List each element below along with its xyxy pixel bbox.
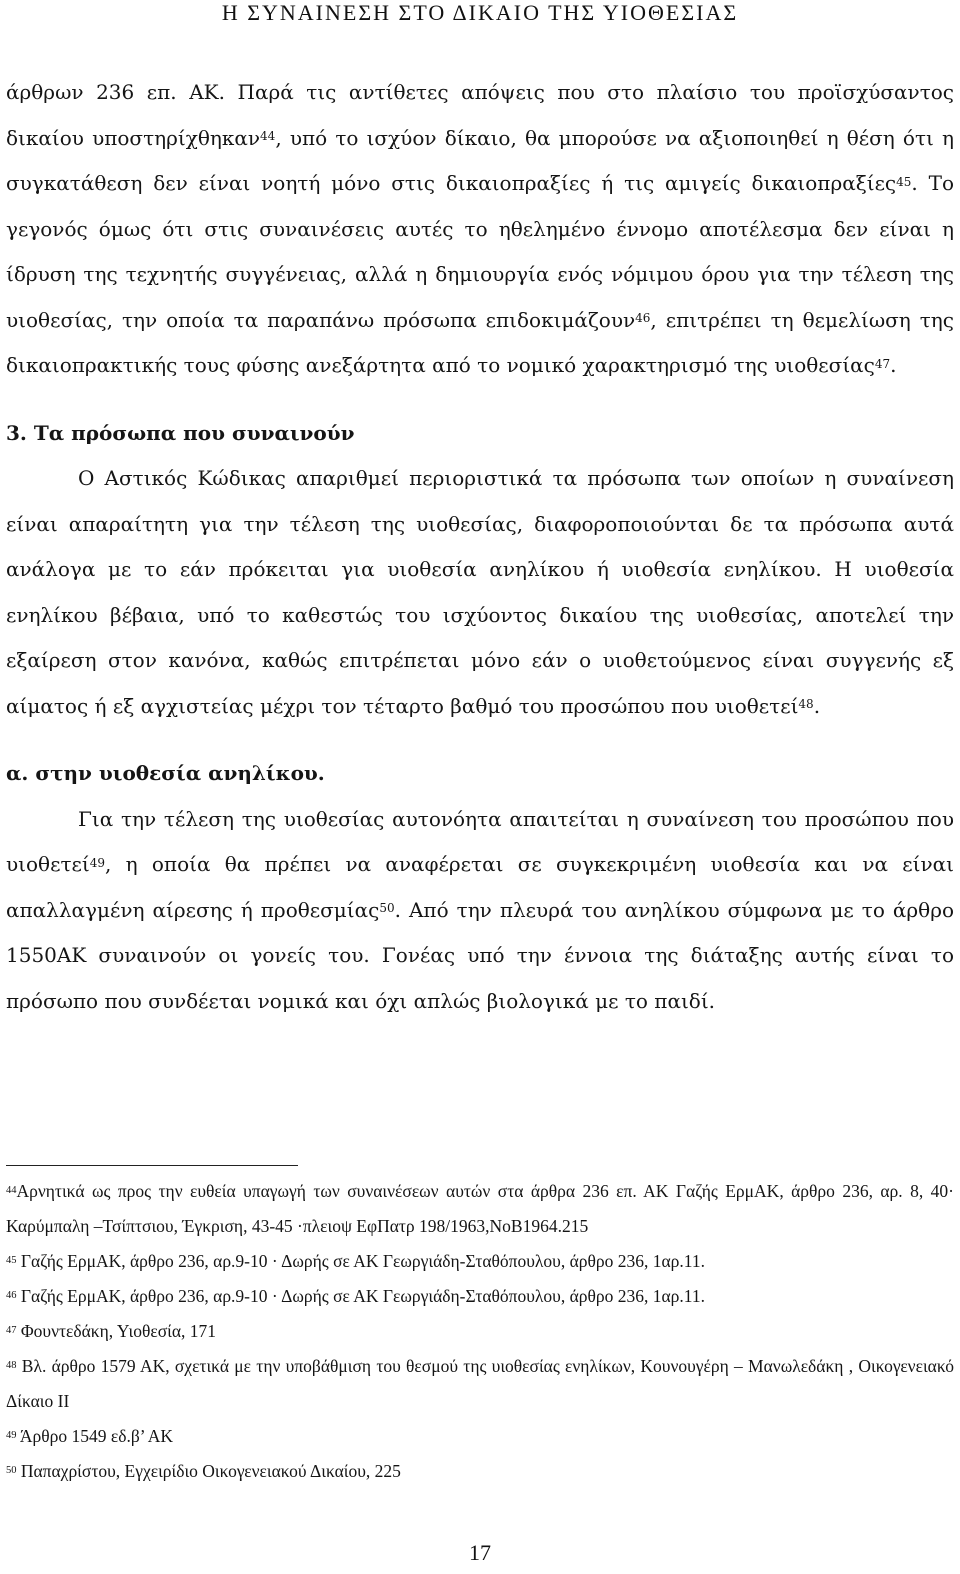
page-number: 17 <box>469 1540 491 1565</box>
footnote-text: Γαζής ΕρμΑΚ, άρθρο 236, αρ.9-10 · Δωρής σε ΑΚ Γεωργιάδη-Σταθόπουλου, άρθρο 236, 1αρ.11. <box>20 1251 705 1271</box>
main-text <box>6 70 954 1024</box>
footnote-text: Αρνητικά ως προς την ευθεία υπαγωγή των συναινέσεων αυτών στα άρθρα 236 επ. ΑΚ Γαζής ΕρμΑΚ, άρθρο 236, αρ. 8, 40· Καρύμπαλη –Τσίπτσιου, Έγκριση, 43-45 ·πλειοψ ΕφΠατρ 198/1963,ΝοΒ1964.215 <box>6 1181 954 1236</box>
section-heading-3: 3. Τα πρόσωπα που συναινούν <box>6 420 355 445</box>
footnote-number: 44 <box>6 1185 17 1197</box>
subsection-heading-a: α. στην υιοθεσία ανηλίκου. <box>6 761 325 785</box>
footnote-number: 48 <box>6 1360 17 1372</box>
footnote-ref-45[interactable]: 45 <box>896 174 912 189</box>
p2-text-1: Ο Αστικός Κώδικας απαριθμεί περιοριστικά τα πρόσωπα των οποίων η συναίνεση είναι απαραίτητη για την τέλεση της υιοθεσίας, διαφοροποιούνται δε τα πρόσωπα αυτά ανάλογα με το εάν πρόκειται για υιοθεσία ανηλίκου ή υιοθεσία ενηλίκου. Η υιοθεσία ενηλίκου βέβαια, υπό το καθεστώς του ισχύοντος δικαίου της υιοθεσίας, αποτελεί την εξαίρεση στον κανόνα, καθώς επιτρέπεται μόνο εάν ο υιοθετούμενος είναι συγγενής εξ αίματος ή εξ αγχιστείας μέχρι τον τέταρτο βαθμό του προσώπου που υιοθετεί <box>6 466 954 718</box>
footnote-number: 45 <box>6 1255 17 1267</box>
spacer <box>6 389 954 411</box>
footnote-50 <box>6 1454 954 1489</box>
paragraph-3 <box>6 797 954 1025</box>
footnote-number: 49 <box>6 1430 17 1442</box>
footnote-number: 46 <box>6 1290 17 1302</box>
footnote-49 <box>6 1419 954 1454</box>
footnote-ref-49[interactable]: 49 <box>89 855 105 870</box>
footnote-number: 50 <box>6 1465 17 1477</box>
footnote-46 <box>6 1279 954 1314</box>
footnote-ref-50[interactable]: 50 <box>379 901 395 916</box>
footnote-ref-46[interactable]: 46 <box>635 311 651 326</box>
p1-text-3: . Το γεγονός όμως ότι στις συναινέσεις αυτές το ηθελημένο έννομο αποτέλεσμα δεν είναι η ίδρυση της τεχνητής συγγένειας, αλλά η δημιουργία ενός νόμιμου όρου για την τέλεση της υιοθεσίας, την οποία τα παραπάνω πρόσωπα επιδοκιμάζουν <box>6 171 954 332</box>
spacer <box>6 729 954 751</box>
footnote-ref-47[interactable]: 47 <box>874 356 891 371</box>
p1-text-1: άρθρων 236 επ. ΑΚ. Παρά τις αντίθετες απόψεις που στο πλαίσιο του προϊσχύσαντος δικαίου υποστηρίχθηκαν <box>6 80 954 150</box>
footnote-text: Γαζής ΕρμΑΚ, άρθρο 236, αρ.9-10 · Δωρής σε ΑΚ Γεωργιάδη-Σταθόπουλου, άρθρο 236, 1αρ.11. <box>20 1286 705 1306</box>
p1-text-5: . <box>890 353 897 377</box>
footnote-45 <box>6 1244 954 1279</box>
footnote-44 <box>6 1174 954 1244</box>
running-header: Η ΣΥΝΑΙΝΕΣΗ ΣΤΟ ΔΙΚΑΙΟ ΤΗΣ ΥΙΟΘΕΣΙΑΣ <box>221 0 739 25</box>
p3-text-2: , η οποία θα πρέπει να αναφέρεται σε συγκεκριμένη υιοθεσία και να είναι απαλλαγμένη αίρεσης ή προθεσμίας <box>6 852 954 922</box>
paragraph-1 <box>6 70 954 389</box>
p1-text-4: , επιτρέπει τη θεμελίωση της δικαιοπρακτικής τους φύσης ανεξάρτητα από το νομικό χαρακτηρισμό της υιοθεσίας <box>6 307 954 377</box>
footnote-separator <box>6 1165 298 1166</box>
footnote-ref-44[interactable]: 44 <box>260 129 276 144</box>
footnote-ref-48[interactable]: 48 <box>798 697 814 712</box>
paragraph-2 <box>6 456 954 729</box>
footnote-number: 47 <box>6 1325 17 1337</box>
p3-text-1: Για την τέλεση της υιοθεσίας αυτονόητα απαιτείται η συναίνεση του προσώπου που υιοθετεί <box>6 806 954 876</box>
footnote-text: Βλ. άρθρο 1579 ΑΚ, σχετικά με την υποβάθμιση του θεσμού της υιοθεσίας ενηλίκων, Κουνουγέρη – Μανωλεδάκη , Οικογενειακό Δίκαιο ΙΙ <box>6 1356 954 1411</box>
p1-text-2: , υπό το ισχύον δίκαιο, θα μπορούσε να αξιοποιηθεί η θέση ότι η συγκατάθεση δεν είναι νοητή μόνο στις δικαιοπραξίες ή τις αμιγείς δικαιοπραξίες <box>6 125 954 195</box>
p3-text-3: . Από την πλευρά του ανηλίκου σύμφωνα με το άρθρο 1550ΑΚ συναινούν οι γονείς του. Γονέας υπό την έννοια της διάταξης αυτής είναι το πρόσωπο που συνδέεται νομικά και όχι απλώς βιολογικά με το παιδί. <box>6 897 954 1013</box>
p2-text-2: . <box>813 693 821 718</box>
footnote-47 <box>6 1314 954 1349</box>
footnote-text: Φουντεδάκη, Υιοθεσία, 171 <box>20 1321 217 1341</box>
footnote-text: Άρθρο 1549 εδ.β’ ΑΚ <box>19 1426 173 1446</box>
footnote-text: Παπαχρίστου, Εγχειρίδιο Οικογενειακού Δικαίου, 225 <box>20 1461 401 1481</box>
footnote-48 <box>6 1349 954 1419</box>
footnotes <box>6 1174 954 1489</box>
